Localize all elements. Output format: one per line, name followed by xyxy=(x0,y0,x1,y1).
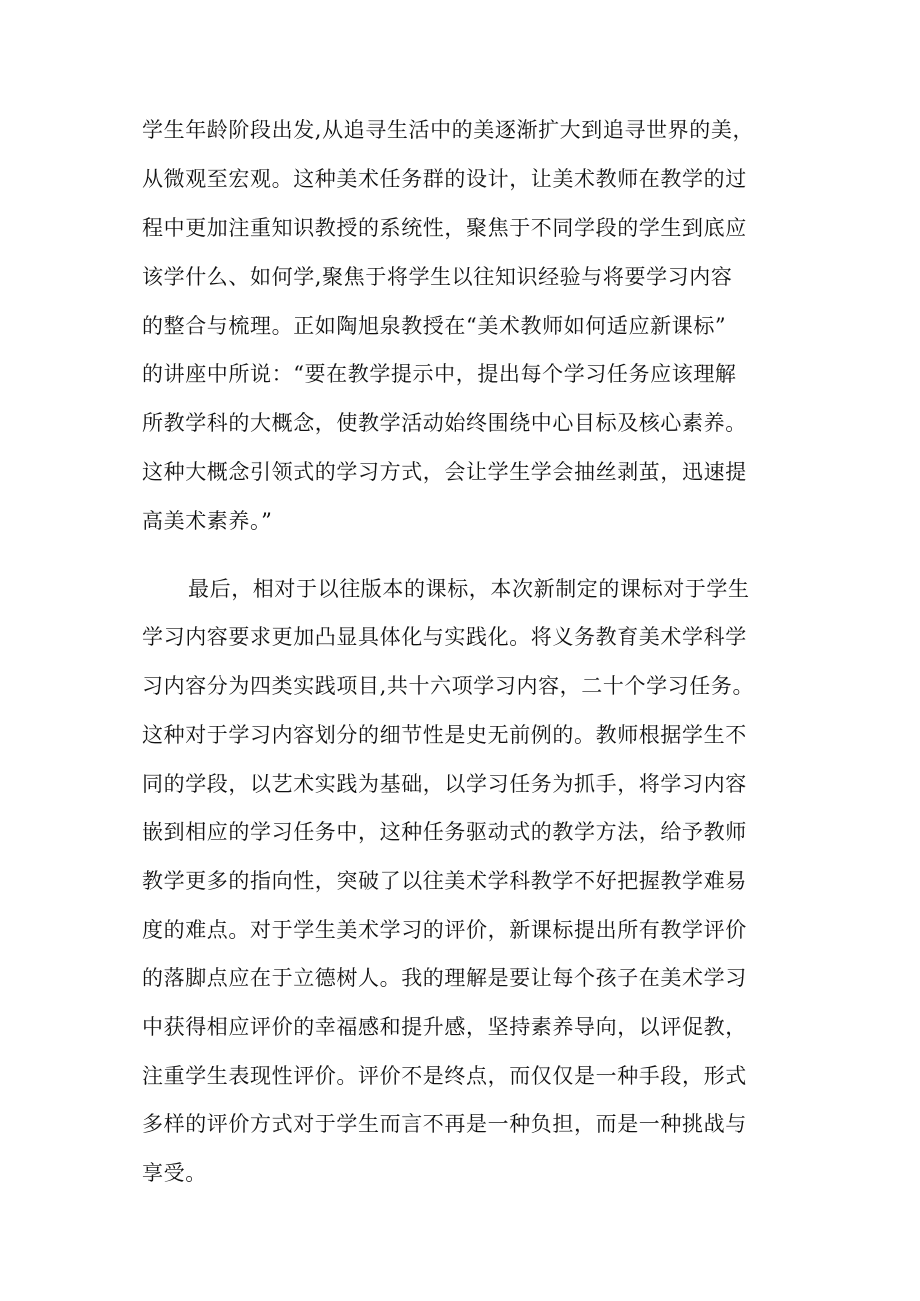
text-line: 所教学科的大概念，使教学活动始终围绕中心目标及核心素养。 xyxy=(142,411,747,435)
text-line: 最后，相对于以往版本的课标，本次新制定的课标对于学生 xyxy=(188,577,750,601)
text-line: 学习内容要求更加凸显具体化与实践化。将义务教育美术学科学 xyxy=(142,625,747,649)
text-line: 注重学生表现性评价。评价不是终点，而仅仅是一种手段，形式 xyxy=(142,1064,747,1088)
text-line: 这种对于学习内容划分的细节性是史无前例的。教师根据学生不 xyxy=(142,723,747,747)
text-line: 中获得相应评价的幸福感和提升感，坚持素养导向，以评促教， xyxy=(142,1015,747,1039)
text-line: 嵌到相应的学习任务中，这种任务驱动式的教学方法，给予教师 xyxy=(142,820,747,844)
text-line: 程中更加注重知识教授的系统性，聚焦于不同学段的学生到底应 xyxy=(142,216,747,240)
text-line: 同的学段，以艺术实践为基础，以学习任务为抓手，将学习内容 xyxy=(142,772,747,796)
text-line: 多样的评价方式对于学生而言不再是一种负担，而是一种挑战与 xyxy=(142,1112,747,1136)
text-line: 从微观至宏观。这种美术任务群的设计，让美术教师在教学的过 xyxy=(142,167,747,191)
text-line: 这种大概念引领式的学习方式，会让学生学会抽丝剥茧，迅速提 xyxy=(142,460,747,484)
text-line: 度的难点。对于学生美术学习的评价，新课标提出所有教学评价 xyxy=(142,918,747,942)
text-line: 高美术素养。” xyxy=(142,509,273,533)
text-line: 教学更多的指向性，突破了以往美术学科教学不好把握教学难易 xyxy=(142,869,747,893)
text-line: 该学什么、如何学,聚焦于将学生以往知识经验与将要学习内容 xyxy=(142,265,733,289)
text-line: 学生年龄阶段出发,从追寻生活中的美逐渐扩大到追寻世界的美， xyxy=(142,118,755,142)
text-line: 习内容分为四类实践项目,共十六项学习内容，二十个学习任务。 xyxy=(142,674,755,698)
text-line: 的落脚点应在于立德树人。我的理解是要让每个孩子在美术学习 xyxy=(142,966,747,990)
text-line: 的讲座中所说：“要在教学提示中，提出每个学习任务应该理解 xyxy=(142,362,737,386)
text-line: 享受。 xyxy=(142,1161,207,1185)
text-line: 的整合与梳理。正如陶旭泉教授在“美术教师如何适应新课标” xyxy=(142,314,727,338)
